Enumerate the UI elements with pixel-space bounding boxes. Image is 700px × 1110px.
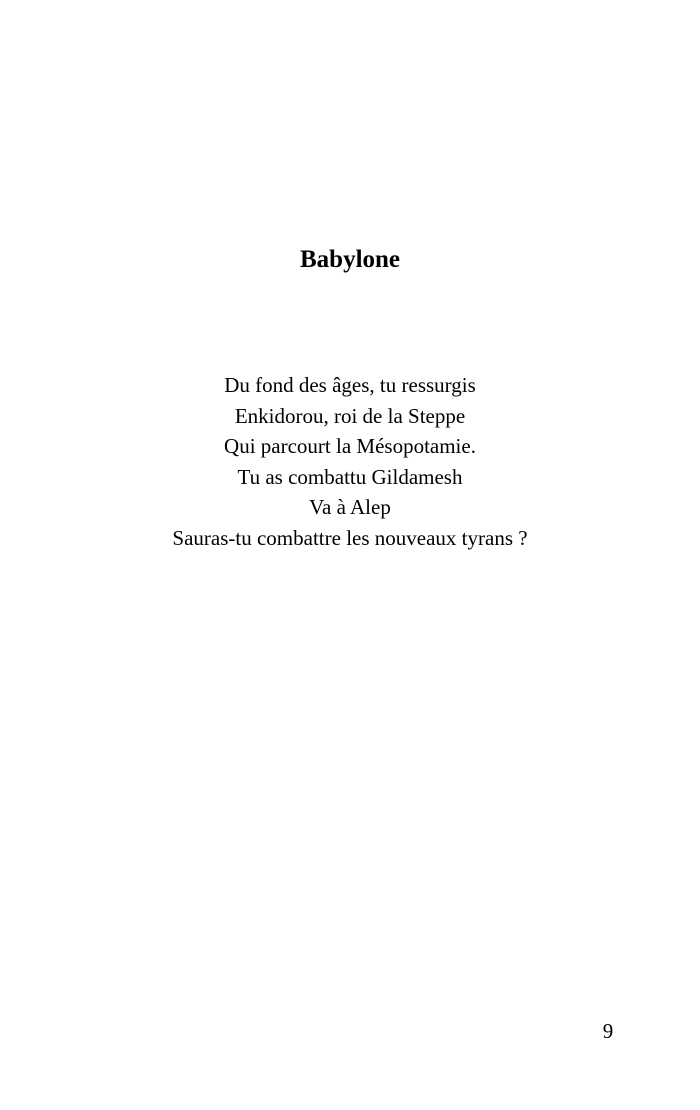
poem-line: Du fond des âges, tu ressurgis: [224, 373, 476, 397]
poem-line: Sauras-tu combattre les nouveaux tyrans ?: [172, 525, 528, 550]
poem-line: Enkidorou, roi de la Steppe: [234, 403, 466, 428]
poem-title: Babylone: [299, 246, 401, 273]
page-number: 9: [602, 1019, 614, 1043]
poem-body: [0, 370, 700, 553]
poem-line: Tu as combattu Gildamesh: [237, 464, 463, 489]
poem-line: Va à Alep: [309, 495, 391, 519]
poem-line: Qui parcourt la Mésopotamie.: [224, 434, 476, 458]
